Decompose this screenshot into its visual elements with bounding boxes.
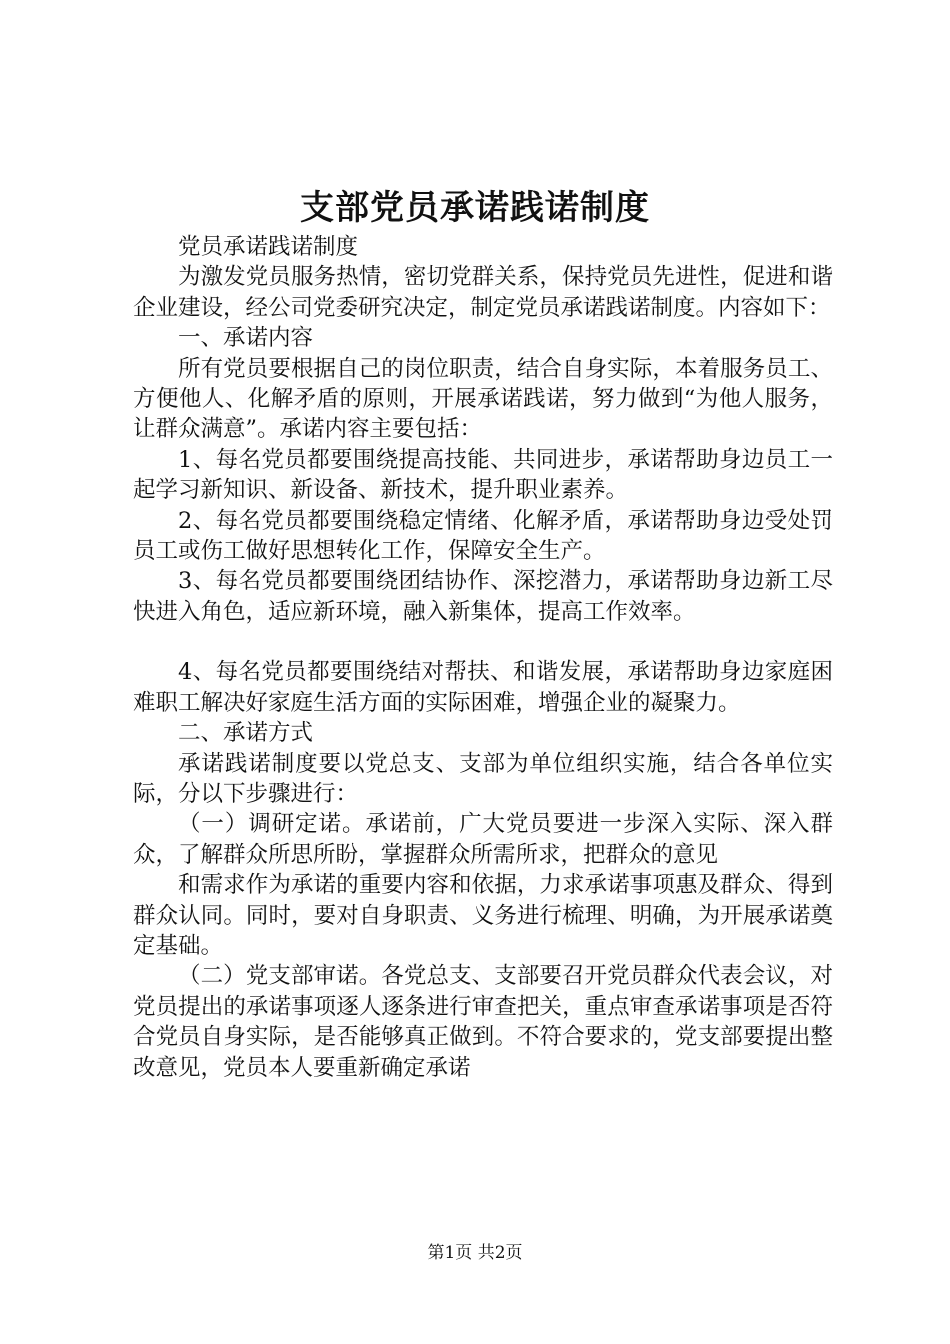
step-1-research: （一）调研定诺。承诺前，广大党员要进一步深入实际、深入群众，了解群众所思所盼，掌握群众所需所求，把群众的意见 [133,811,833,868]
paragraph-method-overview: 承诺践诺制度要以党总支、支部为单位组织实施，结合各单位实际，分以下步骤进行： [133,750,833,807]
paragraph-content-overview: 所有党员要根据自己的岗位职责，结合自身实际，本着服务员工、方便他人、化解矛盾的原则，开展承诺践诺，努力做到“为他人服务，让群众满意”。承诺内容主要包括： [133,355,833,443]
document-body [133,232,833,1083]
list-item-4: 4、每名党员都要围绕结对帮扶、和谐发展，承诺帮助身边家庭困难职工解决好家庭生活方面的实际困难，增强企业的凝聚力。 [133,659,833,716]
paragraph-intro: 为激发党员服务热情，密切党群关系，保持党员先进性，促进和谐企业建设，经公司党委研究决定，制定党员承诺践诺制度。内容如下： [133,264,833,321]
list-item-1: 1、每名党员都要围绕提高技能、共同进步，承诺帮助身边员工一起学习新知识、新设备、新技术，提升职业素养。 [133,446,833,504]
list-item-2: 2、每名党员都要围绕稳定情绪、化解矛盾，承诺帮助身边受处罚员工或伤工做好思想转化工作，保障安全生产。 [133,507,833,565]
section-heading-method: 二、承诺方式 [178,720,314,747]
step-2-review: （二）党支部审诺。各党总支、支部要召开党员群众代表会议，对党员提出的承诺事项逐人逐条进行审查把关，重点审查承诺事项是否符合党员自身实际，是否能够真正做到。不符合要求的，党支部要提出整改意见，党员本人要重新确定承诺 [133,963,833,1081]
document-title: 支部党员承诺践诺制度 [300,188,650,228]
page-number-footer: 第1页 共2页 [427,1243,523,1263]
step-1-continued: 和需求作为承诺的重要内容和依据，力求承诺事项惠及群众、得到群众认同。同时，要对自身职责、义务进行梳理、明确，为开展承诺奠定基础。 [133,872,833,959]
section-heading-content: 一、承诺内容 [178,325,314,352]
paragraph-subtitle: 党员承诺践诺制度 [178,234,359,260]
list-item-3: 3、每名党员都要围绕团结协作、深挖潜力，承诺帮助身边新工尽快进入角色，适应新环境，融入新集体，提高工作效率。 [133,568,833,625]
